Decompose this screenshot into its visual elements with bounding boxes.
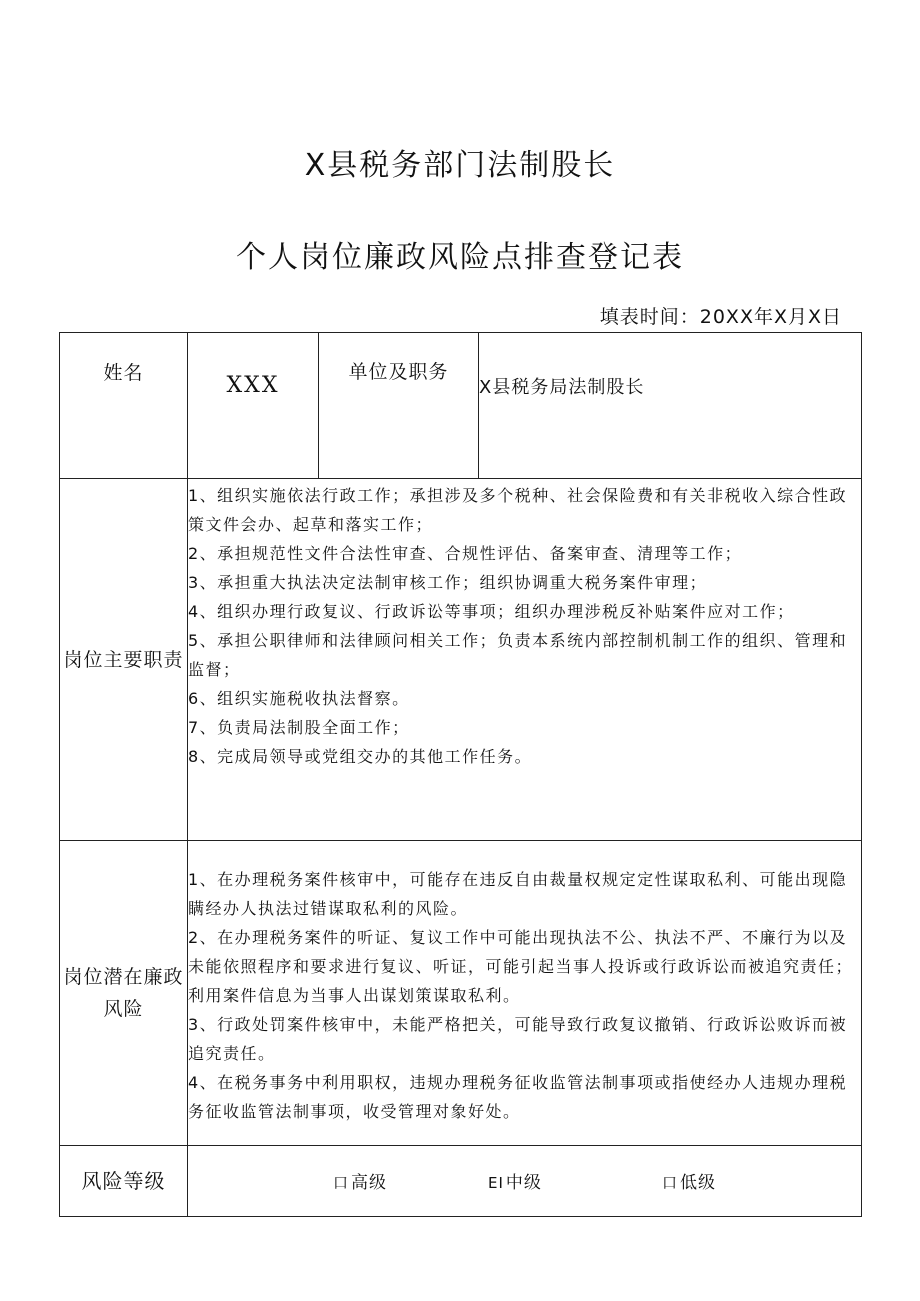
risk-level-mid-option[interactable] xyxy=(488,1168,542,1193)
risk-level-low-label: 低级 xyxy=(680,1173,717,1193)
checked-box-icon: EI xyxy=(488,1174,504,1192)
risk-level-high-label: 高级 xyxy=(351,1173,388,1193)
page-title: X县税务部门法制股长 xyxy=(304,148,616,183)
risks-content xyxy=(188,841,862,1146)
duty-item: 2、承担规范性文件合法性审查、合规性评估、备案审查、清理等工作； xyxy=(188,544,743,563)
name-value: XXX xyxy=(188,333,319,479)
risk-level-high-option[interactable] xyxy=(333,1168,387,1193)
duty-item: 7、负责局法制股全面工作； xyxy=(188,718,410,737)
fill-date: 填表时间：20XX年X月X日 xyxy=(599,306,842,328)
duties-content xyxy=(188,479,862,841)
risk-level-options xyxy=(188,1146,862,1217)
checkbox-icon: 口 xyxy=(662,1174,679,1192)
risk-level-low-option[interactable] xyxy=(662,1168,716,1193)
name-label: 姓名 xyxy=(60,333,188,479)
risk-level-mid-label: 中级 xyxy=(505,1173,542,1193)
duty-item: 6、组织实施税收执法督察。 xyxy=(188,689,410,708)
risks-row xyxy=(60,841,862,1146)
risk-item: 2、在办理税务案件的听证、复议工作中可能出现执法不公、执法不严、不廉行为以及未能依照程序和要求进行复议、听证，可能引起当事人投诉或行政诉讼而被追究责任；利用案件信息为当事人出谋划策谋取私利。 xyxy=(188,928,854,1005)
duty-item: 5、承担公职律师和法律顾问相关工作；负责本系统内部控制机制工作的组织、管理和监督； xyxy=(188,631,848,679)
form-title: 个人岗位廉政风险点排查登记表 xyxy=(236,240,684,275)
duty-item: 1、组织实施依法行政工作；承担涉及多个税种、社会保险费和有关非税收入综合性政策文件会办、起草和落实工作； xyxy=(188,486,848,534)
duties-row xyxy=(60,479,862,841)
unit-position-value: X县税务局法制股长 xyxy=(479,333,862,479)
checkbox-icon: 口 xyxy=(333,1174,350,1192)
duty-item: 8、完成局领导或党组交办的其他工作任务。 xyxy=(188,747,533,766)
duties-label: 岗位主要职责 xyxy=(60,479,188,841)
risk-item: 3、行政处罚案件核审中，未能严格把关，可能导致行政复议撤销、行政诉讼败诉而被追究责任。 xyxy=(188,1015,848,1063)
risk-item: 4、在税务事务中利用职权，违规办理税务征收监管法制事项或指使经办人违规办理税务征收监管法制事项，收受管理对象好处。 xyxy=(188,1073,848,1121)
name-row xyxy=(60,333,862,479)
duty-item: 4、组织办理行政复议、行政诉讼等事项；组织办理涉税反补贴案件应对工作； xyxy=(188,602,795,621)
risk-item: 1、在办理税务案件核审中，可能存在违反自由裁量权规定定性谋取私利、可能出现隐瞒经办人执法过错谋取私利的风险。 xyxy=(188,870,848,918)
risk-registration-table xyxy=(59,332,862,1217)
risk-level-row xyxy=(60,1146,862,1217)
duty-item: 3、承担重大执法决定法制审核工作；组织协调重大税务案件审理； xyxy=(188,573,708,592)
risks-label: 岗位潜在廉政风险 xyxy=(60,841,188,1146)
risk-level-label: 风险等级 xyxy=(60,1146,188,1217)
unit-position-label: 单位及职务 xyxy=(319,333,479,479)
